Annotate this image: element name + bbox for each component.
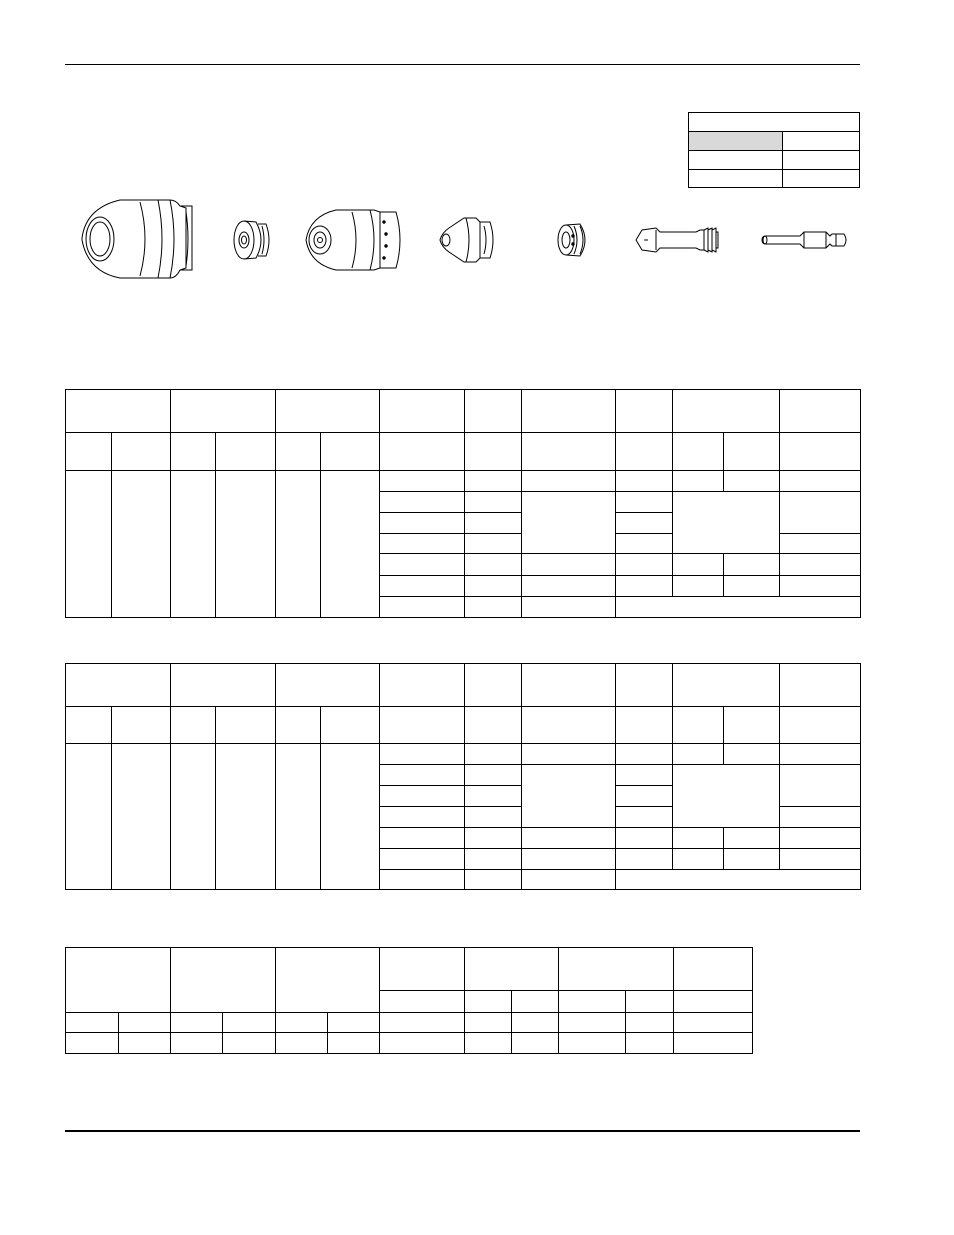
footer-rule [65, 1130, 860, 1132]
